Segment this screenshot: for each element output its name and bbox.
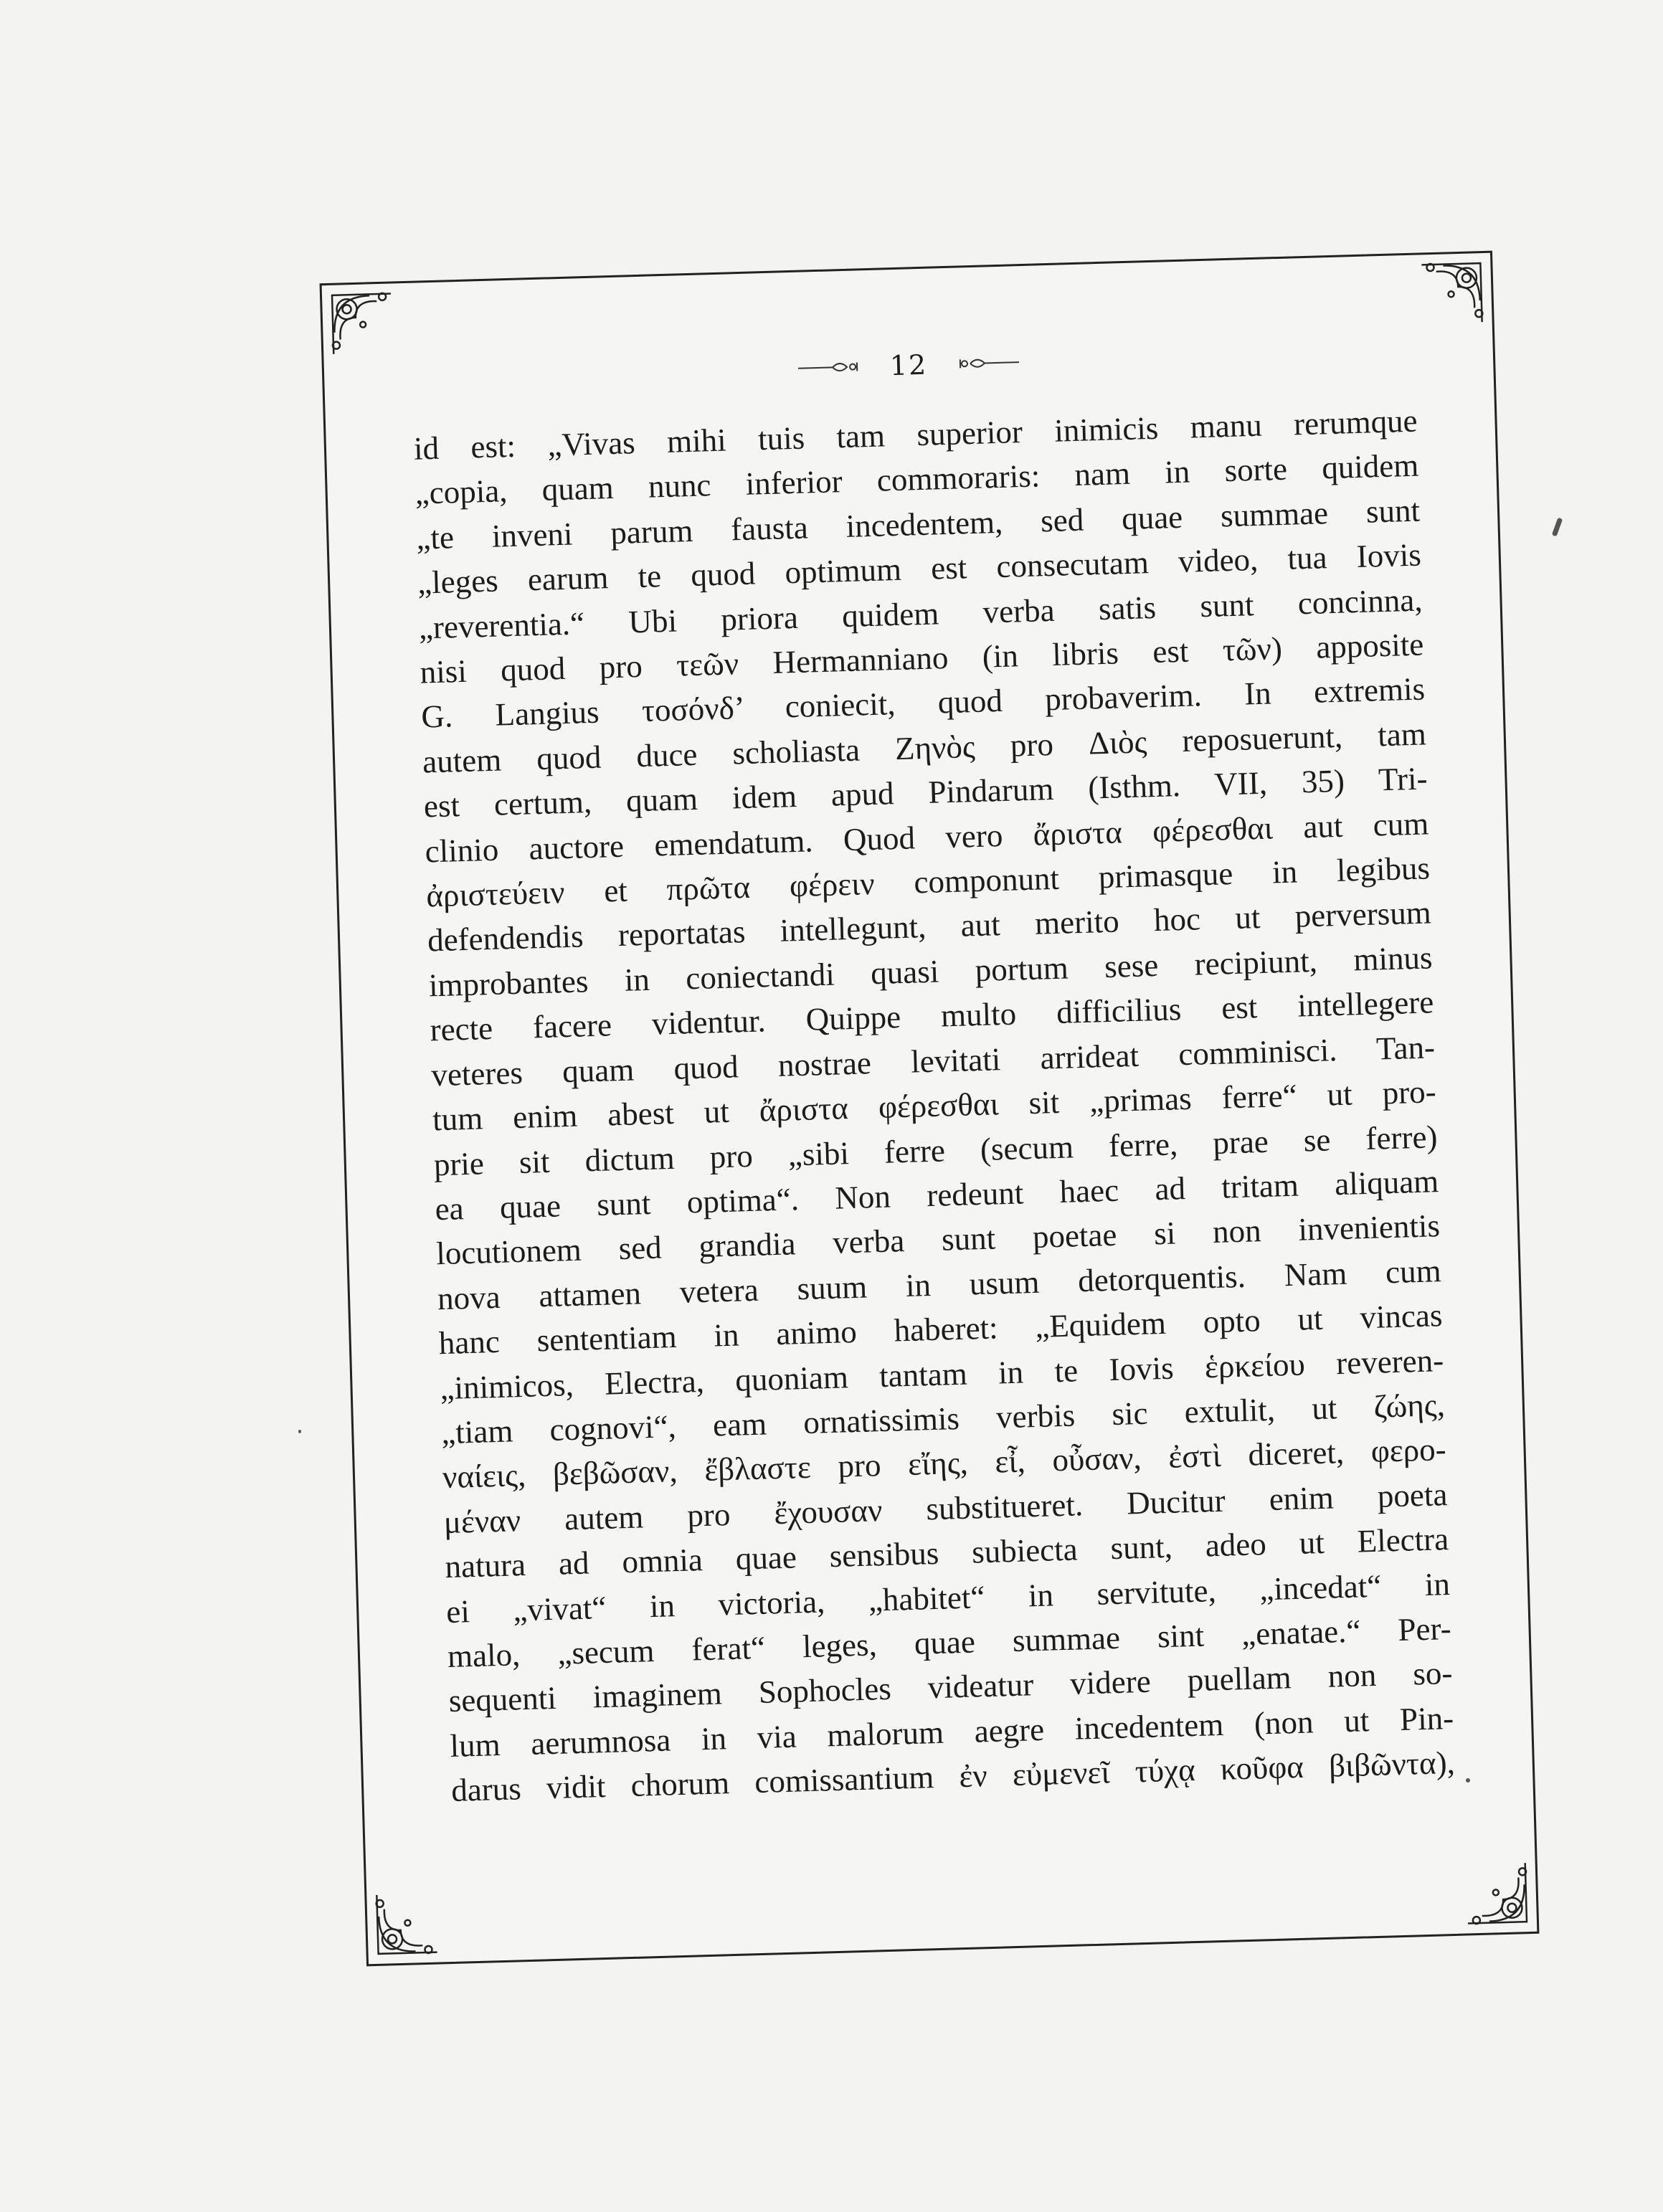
- text-line: est certum, quam idem apud Pindarum (Isthm. VII, 35) Tri-: [423, 760, 1429, 825]
- text-line: hanc sententiam in animo haberet: „Equidem opto ut vincas: [438, 1297, 1444, 1362]
- text-line: „leges earum te quod optimum est consecutam video, tua Iovis: [417, 536, 1422, 601]
- text-line: locutionem sed grandia verba sunt poetae si non invenientis: [435, 1207, 1441, 1272]
- text-line: ναίεις, βεβῶσαν, ἔβλαστε pro εἴης, εἶ, οὖσαν, ἐστὶ diceret, φερο-: [442, 1431, 1447, 1496]
- text-line: G. Langius τοσόνδ’ coniecit, quod probaverim. In extremis: [420, 670, 1426, 735]
- text-line: nova attamen vetera suum in usum detorquentis. Nam cum: [437, 1252, 1442, 1316]
- text-line: improbantes in coniectandi quasi portum sese recipiunt, minus: [428, 939, 1434, 1004]
- text-line: defendendis reportatas intellegunt, aut merito hoc ut perversum: [427, 894, 1432, 959]
- page-frame: [320, 251, 1540, 1967]
- ink-speck: [298, 1430, 301, 1433]
- page-header: [324, 331, 1494, 397]
- text-line: malo, „secum ferat“ leges, quae summae sint „enatae.“ Per-: [447, 1610, 1452, 1675]
- text-line: ei „vivat“ in victoria, „habitet“ in servitute, „incedat“ in: [445, 1565, 1451, 1630]
- text-line: ἀριστεύειν et πρῶτα φέρειν componunt primasque in legibus: [425, 850, 1431, 914]
- text-line: clinio auctore emendatum. Quod vero ἄριστα φέρεσθαι aut cum: [425, 805, 1429, 870]
- body-text: [413, 399, 1455, 1813]
- text-line: veteres quam quod nostrae levitati arrideat comminisci. Tan-: [430, 1028, 1436, 1093]
- ink-speck: [1552, 518, 1563, 537]
- text-line: „tiam cognovi“, eam ornatissimis verbis sic extulit, ut ζώης,: [440, 1387, 1446, 1451]
- text-line: „te inveni parum fausta incedentem, sed quae summae sunt: [415, 492, 1421, 556]
- corner-ornament-icon: [326, 288, 400, 361]
- text-line: id est: „Vivas mihi tuis tam superior inimicis manu rerumque: [413, 402, 1418, 467]
- text-line: tum enim abest ut ἄριστα φέρεσθαι sit „primas ferre“ ut pro-: [432, 1073, 1437, 1138]
- page-number: 12: [889, 348, 928, 381]
- text-line: ea quae sunt optima“. Non redeunt haec ad tritam aliquam: [434, 1163, 1439, 1228]
- corner-ornament-icon: [1414, 257, 1488, 331]
- ink-speck: [1466, 1778, 1470, 1783]
- text-line: „copia, quam nunc inferior commoraris: nam in sorte quidem: [414, 447, 1419, 512]
- header-right-ornament-icon: [956, 355, 1021, 371]
- text-line: nisi quod pro τεῶν Hermanniano (in libris est τῶν) apposite: [420, 626, 1424, 690]
- header-left-ornament-icon: [797, 359, 862, 376]
- text-line: „reverentia.“ Ubi priora quidem verba satis sunt concinna,: [418, 582, 1423, 646]
- corner-ornament-icon: [1459, 1856, 1532, 1929]
- text-line: autem quod duce scholiasta Ζηνὸς pro Διὸς reposuerunt, tam: [422, 716, 1427, 780]
- text-line: darus vidit chorum comissantium ἐν εὐμενεῖ τύχᾳ κοῦφα βιβῶντα),: [450, 1745, 1456, 1809]
- text-line: „inimicos, Electra, quoniam tantam in te Iovis ἑρκείου reveren-: [439, 1342, 1444, 1406]
- corner-ornament-icon: [371, 1886, 445, 1960]
- text-line: recte facere videntur. Quippe multo difficilius est intellegere: [429, 984, 1434, 1048]
- text-line: lum aerumnosa in via malorum aegre incedentem (non ut Pin-: [449, 1699, 1454, 1764]
- text-line: sequenti imaginem Sophocles videatur videre puellam non so-: [448, 1655, 1453, 1719]
- text-line: μέναν autem pro ἔχουσαν substitueret. Ducitur enim poeta: [443, 1476, 1448, 1540]
- text-line: prie sit dictum pro „sibi ferre (secum ferre, prae se ferre): [433, 1118, 1439, 1182]
- text-line: natura ad omnia quae sensibus subiecta sunt, adeo ut Electra: [444, 1521, 1449, 1585]
